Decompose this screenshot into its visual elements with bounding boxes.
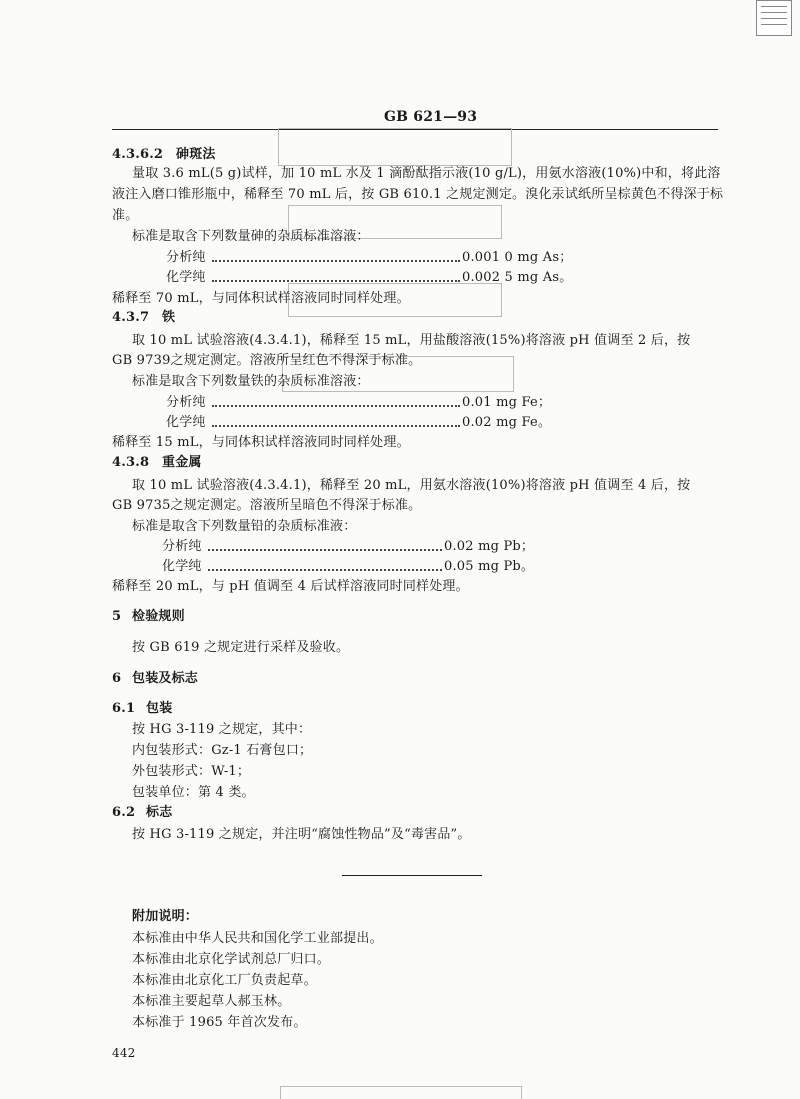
list-item: 包装单位：第 4 类。 xyxy=(132,785,255,800)
dot-leader xyxy=(212,280,460,282)
appendix-line: 本标准主要起草人郝玉林。 xyxy=(132,994,291,1009)
standard-intro: 标准是取含下列数量铁的杂质标准溶液： xyxy=(132,374,370,389)
section-number: 6.2 xyxy=(112,805,136,820)
section-title: 铁 xyxy=(162,310,176,325)
dot-leader xyxy=(212,425,460,427)
section-title: 砷斑法 xyxy=(176,147,216,162)
dot-leader xyxy=(212,405,460,407)
section-number: 6.1 xyxy=(112,701,136,716)
grade-label: 化学纯 xyxy=(166,415,206,430)
section-title: 重金属 xyxy=(162,455,202,470)
appendix-line: 本标准于 1965 年首次发布。 xyxy=(132,1015,307,1030)
dilution-note: 稀释至 15 mL，与同体积试样溶液同时同样处理。 xyxy=(112,435,410,450)
scan-stamp-box xyxy=(278,128,512,166)
section-title: 包装 xyxy=(146,701,173,716)
section-title: 包装及标志 xyxy=(132,671,199,686)
grade-value: 0.05 mg Pb。 xyxy=(444,559,535,574)
appendix-line: 本标准由北京化学试剂总厂归口。 xyxy=(132,952,331,967)
standard-intro: 标准是取含下列数量砷的杂质标准溶液： xyxy=(132,229,370,244)
grade-label: 化学纯 xyxy=(162,559,202,574)
list-item: 内包装形式：Gz-1 石膏包口； xyxy=(132,743,313,758)
grade-value: 0.002 5 mg As。 xyxy=(462,270,573,285)
grade-label: 分析纯 xyxy=(166,250,206,265)
grade-value: 0.001 0 mg As； xyxy=(462,250,573,265)
dot-leader xyxy=(208,569,442,571)
paragraph-line: 量取 3.6 mL(5 g)试样，加 10 mL 水及 1 滴酚酞指示液(10 g/L)，用氨水溶液(10%)中和，将此溶 xyxy=(132,166,721,181)
grade-label: 分析纯 xyxy=(162,539,202,554)
dilution-note: 稀释至 70 mL，与同体积试样溶液同时同样处理。 xyxy=(112,291,410,306)
paragraph-line: 取 10 mL 试验溶液(4.3.4.1)，稀释至 15 mL，用盐酸溶液(15%)将溶液 pH 值调至 2 后，按 xyxy=(132,333,691,348)
page-number: 442 xyxy=(112,1046,136,1060)
section-number: 5 xyxy=(112,609,122,624)
appendix-title: 附加说明： xyxy=(132,909,199,924)
paragraph-line: 准。 xyxy=(112,208,139,223)
list-item: 按 HG 3-119 之规定，其中： xyxy=(132,722,312,737)
scan-footer-strip xyxy=(280,1086,522,1099)
paragraph-line: GB 9735之规定测定。溶液所呈暗色不得深于标准。 xyxy=(112,498,422,513)
corner-mark xyxy=(756,0,792,36)
section-title: 检验规则 xyxy=(132,609,185,624)
appendix-line: 本标准由中华人民共和国化学工业部提出。 xyxy=(132,931,383,946)
section-number: 4.3.7 xyxy=(112,310,150,325)
grade-label: 化学纯 xyxy=(166,270,206,285)
paragraph-line: 按 HG 3-119 之规定，并注明“腐蚀性物品”及“毒害品”。 xyxy=(132,827,471,842)
standard-code-header: GB 621—93 xyxy=(384,109,478,125)
grade-value: 0.02 mg Fe。 xyxy=(462,415,552,430)
paragraph-line: 取 10 mL 试验溶液(4.3.4.1)，稀释至 20 mL，用氨水溶液(10%)将溶液 pH 值调至 4 后，按 xyxy=(132,478,691,493)
section-number: 6 xyxy=(112,671,122,686)
list-item: 外包装形式：W-1； xyxy=(132,764,251,779)
grade-label: 分析纯 xyxy=(166,395,206,410)
appendix-line: 本标准由北京化工厂负责起草。 xyxy=(132,973,317,988)
dilution-note: 稀释至 20 mL，与 pH 值调至 4 后试样溶液同时同样处理。 xyxy=(112,579,469,594)
grade-value: 0.02 mg Pb； xyxy=(444,539,535,554)
dot-leader xyxy=(208,549,442,551)
grade-value: 0.01 mg Fe； xyxy=(462,395,552,410)
paragraph-line: 液注入磨口锥形瓶中，稀释至 70 mL 后，按 GB 610.1 之规定测定。溴化汞试纸所呈棕黄色不得深于标 xyxy=(112,187,724,202)
section-number: 4.3.8 xyxy=(112,455,150,470)
section-title: 标志 xyxy=(146,805,173,820)
section-number: 4.3.6.2 xyxy=(112,147,164,162)
paragraph-line: 按 GB 619 之规定进行采样及验收。 xyxy=(132,640,350,655)
end-rule xyxy=(342,875,482,876)
dot-leader xyxy=(212,260,460,262)
paragraph-line: GB 9739之规定测定。溶液所呈红色不得深于标准。 xyxy=(112,353,422,368)
standard-intro: 标准是取含下列数量铅的杂质标准液： xyxy=(132,519,357,534)
